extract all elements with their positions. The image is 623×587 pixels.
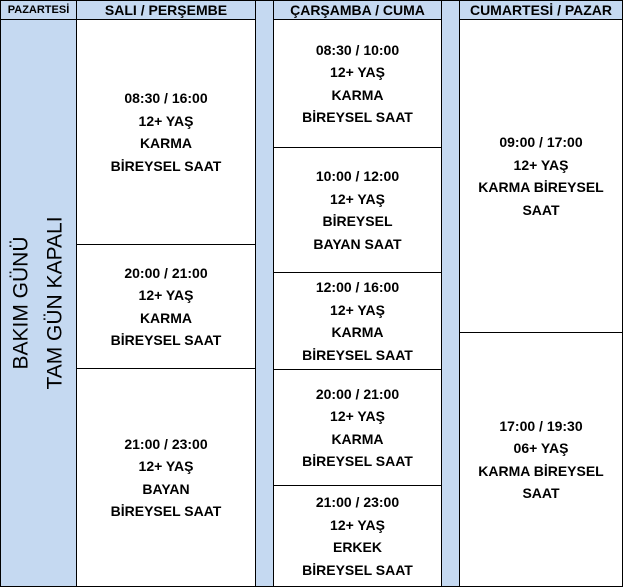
session-kind: BİREYSEL SAAT	[302, 346, 413, 363]
session-age: 12+ YAŞ	[330, 64, 385, 80]
session-age: 06+ YAŞ	[513, 440, 569, 456]
session-type: BİREYSEL	[322, 213, 393, 229]
session-type: KARMA BİREYSEL	[478, 179, 604, 195]
session-time: 21:00 / 23:00	[124, 435, 208, 452]
schedule-cell	[459, 19, 623, 333]
session-kind: BİREYSEL SAAT	[302, 561, 413, 578]
closed-all-day-label: TAM GÜN KAPALI	[43, 216, 67, 390]
session-time: 08:30 / 16:00	[124, 90, 208, 106]
header-pazartesi	[0, 0, 77, 20]
session-kind: BİREYSEL SAAT	[110, 332, 222, 348]
column-gap	[255, 0, 274, 587]
session-kind: SAAT	[522, 485, 560, 501]
session-age: 12+ YAŞ	[330, 190, 385, 207]
session-age: 12+ YAŞ	[330, 516, 385, 533]
session-time: 20:00 / 21:00	[124, 264, 208, 281]
session-kind: BİREYSEL SAAT	[302, 109, 413, 125]
session-age: 12+ YAŞ	[138, 112, 194, 129]
session-type: KARMA	[331, 324, 384, 340]
session-age: 12+ YAŞ	[330, 408, 385, 424]
schedule-cell	[273, 369, 442, 486]
header-pazartesi-label: PAZARTESİ	[7, 4, 70, 16]
session-time: 10:00 / 12:00	[315, 168, 400, 184]
session-type: KARMA	[139, 309, 193, 326]
schedule-cell	[459, 332, 623, 587]
session-age: 12+ YAŞ	[138, 287, 194, 303]
session-time: 20:00 / 21:00	[315, 385, 400, 402]
header-carsamba-cuma	[273, 0, 442, 20]
session-type: BAYAN	[142, 480, 190, 497]
schedule-cell	[273, 272, 442, 370]
session-time: 21:00 / 23:00	[315, 494, 400, 510]
session-age: 12+ YAŞ	[513, 156, 569, 173]
header-sali-persembe-label: SALI / PERŞEMBE	[104, 2, 228, 18]
session-time: 12:00 / 16:00	[315, 279, 400, 295]
session-type: KARMA	[139, 135, 193, 151]
session-type: ERKEK	[332, 539, 382, 555]
session-type: KARMA	[331, 430, 384, 447]
session-type: KARMA	[331, 86, 384, 103]
header-sali-persembe	[76, 0, 256, 20]
schedule-cell	[273, 147, 442, 273]
session-kind: SAAT	[522, 201, 560, 218]
schedule-cell	[76, 368, 256, 587]
session-age: 12+ YAŞ	[138, 458, 194, 474]
session-time: 08:30 / 10:00	[315, 41, 400, 58]
schedule-cell	[273, 19, 442, 148]
session-time: 17:00 / 19:30	[499, 417, 583, 434]
header-cumartesi-pazar-label: CUMARTESİ / PAZAR	[469, 2, 613, 18]
header-cumartesi-pazar	[459, 0, 623, 20]
schedule-cell	[273, 485, 442, 587]
schedule-cell	[76, 19, 256, 245]
session-type: KARMA BİREYSEL	[478, 462, 604, 479]
session-kind: BİREYSEL SAAT	[302, 453, 413, 469]
pazartesi-closed-cell	[0, 19, 77, 587]
session-age: 12+ YAŞ	[330, 301, 385, 318]
session-time: 09:00 / 17:00	[499, 134, 583, 150]
header-carsamba-cuma-label: ÇARŞAMBA / CUMA	[290, 2, 425, 18]
column-gap	[441, 0, 460, 587]
maintenance-day-label: BAKIM GÜNÜ	[9, 236, 33, 370]
session-kind: BİREYSEL SAAT	[110, 157, 222, 174]
session-kind: BAYAN SAAT	[313, 235, 402, 252]
schedule-cell	[76, 244, 256, 369]
pazartesi-closed-text	[5, 216, 73, 389]
session-kind: BİREYSEL SAAT	[110, 503, 222, 519]
